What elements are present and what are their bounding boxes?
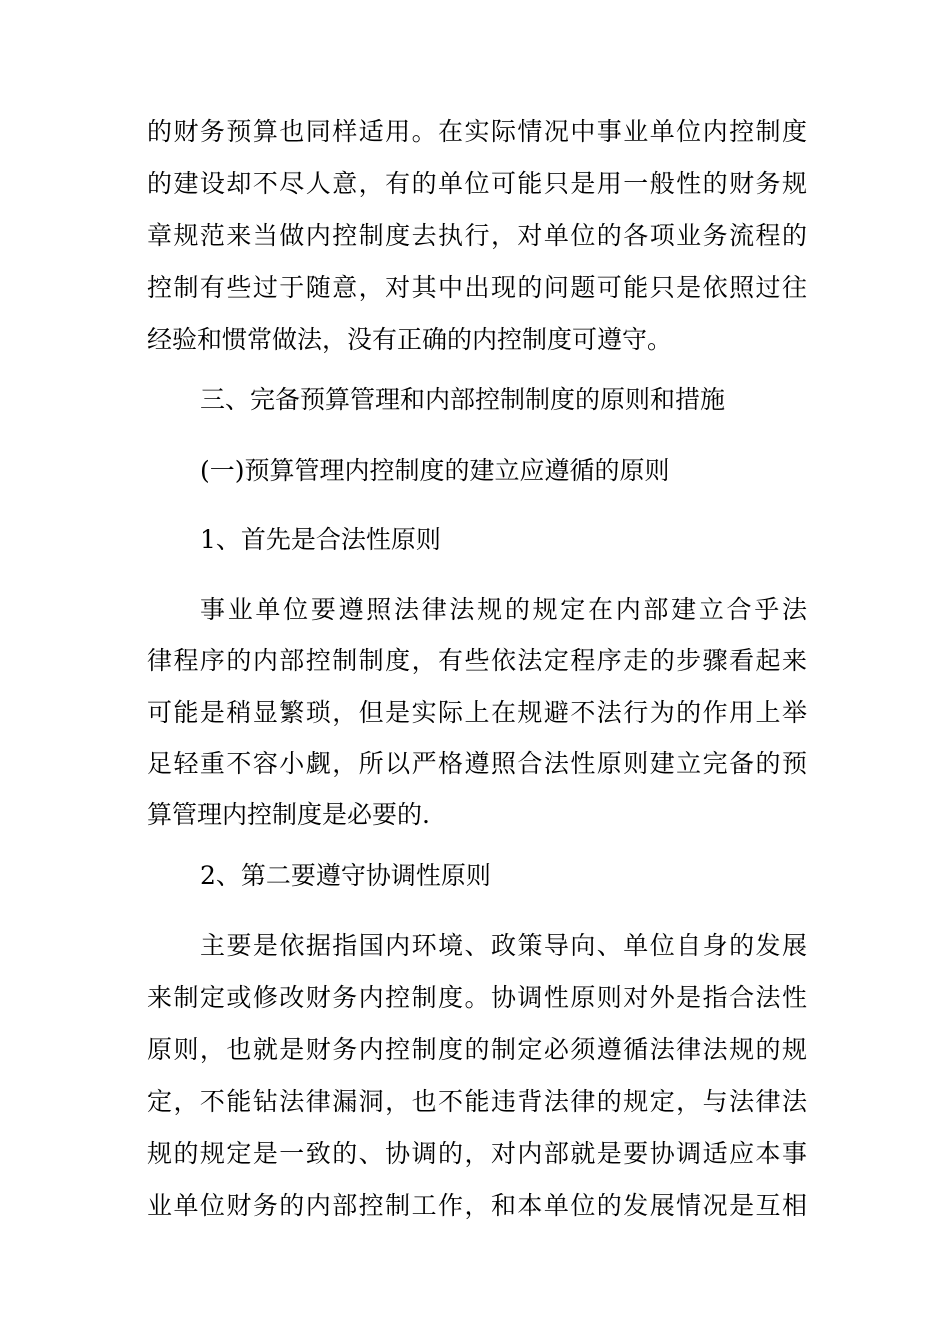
principle-heading: 2、第二要遵守协调性原则 [200,861,491,890]
subsection-heading: (一)预算管理内控制度的建立应遵循的原则 [200,456,670,485]
paragraph-line: 主要是依据指国内环境、政策导向、单位自身的发展 [200,931,807,960]
section-heading: 三、完备预算管理和内部控制制度的原则和措施 [200,385,726,414]
paragraph-line: 规的规定是一致的、协调的，对内部就是要协调适应本事 [147,1139,807,1168]
paragraph-line: 算管理内控制度是必要的. [147,800,430,829]
paragraph-line: 可能是稍显繁琐，但是实际上在规避不法行为的作用上举 [147,698,807,727]
paragraph-line: 来制定或修改财务内控制度。协调性原则对外是指合法性 [147,983,807,1012]
paragraph-line: 事业单位要遵照法律法规的规定在内部建立合乎法 [200,595,807,624]
paragraph-line: 控制有些过于随意，对其中出现的问题可能只是依照过往 [147,273,807,302]
paragraph-line: 经验和惯常做法，没有正确的内控制度可遵守。 [147,325,673,354]
paragraph-line: 足轻重不容小觑，所以严格遵照合法性原则建立完备的预 [147,749,807,778]
paragraph-line: 章规范来当做内控制度去执行，对单位的各项业务流程的 [147,221,807,250]
paragraph-line: 原则，也就是财务内控制度的制定必须遵循法律法规的规 [147,1035,807,1064]
paragraph-line: 律程序的内部控制制度，有些依法定程序走的步骤看起来 [147,646,807,675]
paragraph-line: 业单位财务的内部控制工作，和本单位的发展情况是互相 [147,1191,807,1220]
paragraph-line: 定，不能钻法律漏洞，也不能违背法律的规定，与法律法 [147,1087,807,1116]
paragraph-line: 的财务预算也同样适用。在实际情况中事业单位内控制度 [147,117,807,146]
principle-heading: 1、首先是合法性原则 [200,525,441,554]
paragraph-line: 的建设却不尽人意，有的单位可能只是用一般性的财务规 [147,169,807,198]
